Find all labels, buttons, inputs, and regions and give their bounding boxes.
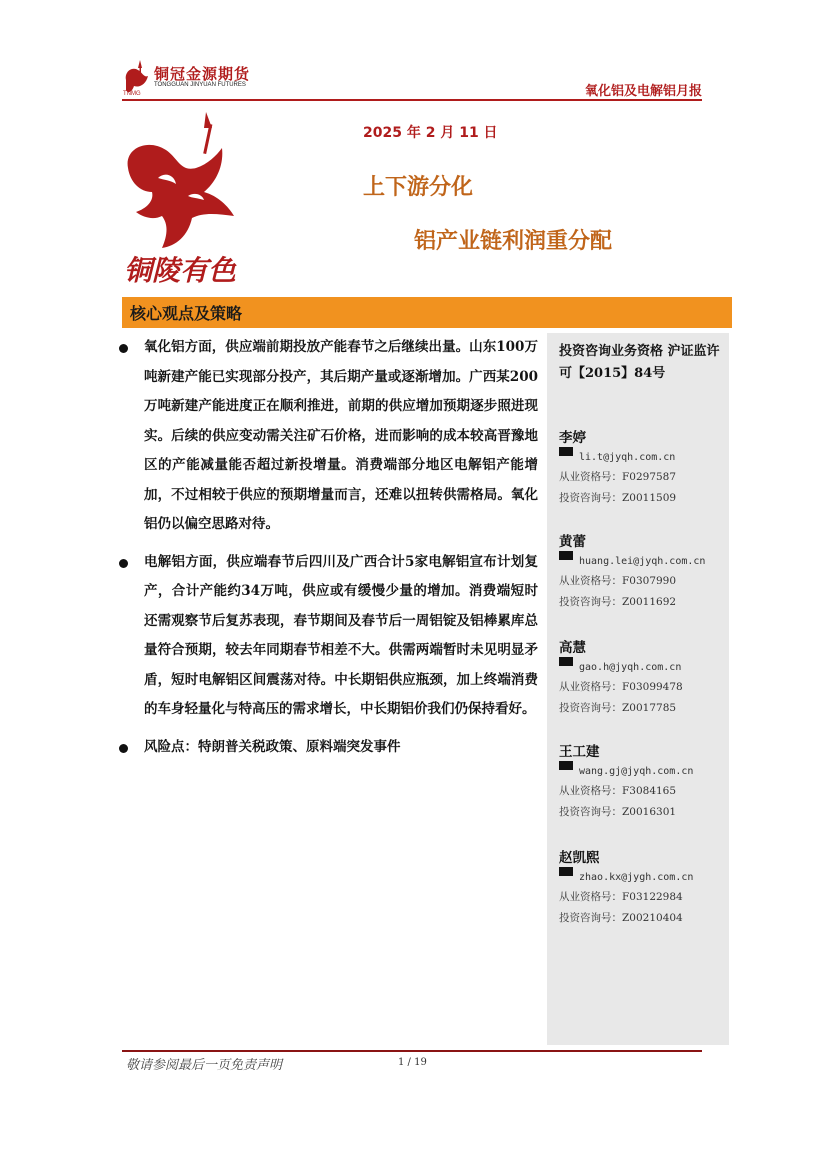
analyst-email-row bbox=[559, 869, 727, 887]
report-date: 2025 年 2 月 11 日 bbox=[363, 125, 498, 141]
report-type: 氧化铝及电解铝月报 bbox=[584, 84, 702, 99]
analyst-card bbox=[559, 531, 727, 613]
analyst-name: 高慧 bbox=[559, 640, 586, 656]
analyst-qualification: 从业资格号：F0297587 bbox=[559, 471, 677, 483]
page-number: 1 / 19 bbox=[398, 1057, 427, 1068]
mail-icon bbox=[559, 761, 573, 770]
report-subtitle: 铝产业链利润重分配 bbox=[414, 229, 613, 254]
analyst-qualification: 从业资格号：F03099478 bbox=[559, 681, 683, 693]
footer-divider bbox=[122, 1050, 702, 1052]
analyst-consult-id: 投资咨询号：Z0016301 bbox=[559, 806, 677, 818]
bullet-text: 氧化铝方面，供应端前期投放产能春节之后继续出量。山东100万吨新建产能已实现部分投产，其后期产量或逐渐增加。广西某200万吨新建产能进度正在顺利推进，前期的供应增加预期逐步照进现实。后续的供应变动需关注矿石价格，进而影响的成本较高晋豫地区的产能减量能否超过新投增量。消费端部分地区电解铝产能增加，不过相较于供应的预期增量而言，还难以扭转供需格局。氧化铝仍以偏空思路对待。 bbox=[144, 339, 538, 532]
hero-logo-icon bbox=[118, 108, 248, 290]
analyst-card bbox=[559, 847, 727, 929]
analyst-email-row bbox=[559, 449, 727, 467]
analyst-name: 李婷 bbox=[559, 430, 586, 446]
brand-name-cn: 铜冠金源期货 bbox=[154, 65, 251, 83]
analyst-qualification: 从业资格号：F0307990 bbox=[559, 575, 677, 587]
footer-disclaimer: 敬请参阅最后一页免责声明 bbox=[126, 1058, 283, 1073]
bullet-alumina bbox=[118, 333, 538, 540]
report-title: 上下游分化 bbox=[363, 175, 474, 200]
mail-icon bbox=[559, 551, 573, 560]
main-content bbox=[118, 333, 538, 770]
analyst-name: 王工建 bbox=[559, 744, 600, 760]
brand-name-en: TONGGUAN JINYUAN FUTURES bbox=[154, 82, 246, 88]
analyst-consult-id: 投资咨询号：Z0017785 bbox=[559, 702, 677, 714]
analyst-email: huang.lei@jyqh.com.cn bbox=[579, 556, 706, 567]
header-divider bbox=[122, 99, 702, 101]
hero-calligraphy: 铜陵有色 bbox=[124, 254, 237, 287]
qualification-heading: 投资咨询业务资格 沪证监许可【2015】84号 bbox=[559, 344, 720, 381]
analyst-consult-id: 投资咨询号：Z00210404 bbox=[559, 912, 683, 924]
bullet-text: 风险点：特朗普关税政策、原料端突发事件 bbox=[144, 738, 401, 755]
mail-icon bbox=[559, 657, 573, 666]
analyst-email-row bbox=[559, 763, 727, 781]
analyst-card bbox=[559, 741, 727, 823]
analyst-name: 赵凯熙 bbox=[559, 850, 600, 866]
mail-icon bbox=[559, 867, 573, 876]
analyst-email-row bbox=[559, 553, 727, 571]
bullet-risk bbox=[118, 733, 538, 763]
bullet-dot-icon bbox=[119, 559, 128, 568]
mail-icon bbox=[559, 447, 573, 456]
section-banner bbox=[122, 297, 732, 328]
analyst-card bbox=[559, 427, 727, 509]
analyst-email-row bbox=[559, 659, 727, 677]
analyst-name: 黄蕾 bbox=[559, 534, 586, 550]
analyst-card bbox=[559, 637, 727, 719]
analyst-consult-id: 投资咨询号：Z0011692 bbox=[559, 596, 677, 608]
bullet-electrolytic-aluminum bbox=[118, 548, 538, 725]
bullet-dot-icon bbox=[119, 344, 128, 353]
analyst-email: wang.gj@jyqh.com.cn bbox=[579, 766, 694, 777]
analyst-email: gao.h@jyqh.com.cn bbox=[579, 662, 682, 673]
analyst-consult-id: 投资咨询号：Z0011509 bbox=[559, 492, 677, 504]
analyst-qualification: 从业资格号：F03122984 bbox=[559, 891, 683, 903]
analyst-email: li.t@jyqh.com.cn bbox=[579, 452, 676, 463]
section-title: 核心观点及策略 bbox=[130, 304, 243, 323]
analyst-sidebar bbox=[547, 333, 729, 1045]
brand-short: TNMG bbox=[123, 91, 141, 97]
analyst-qualification: 从业资格号：F3084165 bbox=[559, 785, 677, 797]
bullet-text: 电解铝方面，供应端春节后四川及广西合计5家电解铝宣布计划复产，合计产能约34万吨，供应或有缓慢少量的增加。消费端短时还需观察节后复苏表现，春节期间及春节后一周铝锭及铝棒累库总量符合预期，较去年同期春节相差不大。供需两端暂时未见明显矛盾，短时电解铝区间震荡对待。中长期铝供应瓶颈，加上终端消费的车身轻量化与特高压的需求增长，中长期铝价我们仍保持看好。 bbox=[144, 553, 538, 717]
bullet-dot-icon bbox=[119, 744, 128, 753]
analyst-email: zhao.kx@jygh.com.cn bbox=[579, 872, 694, 883]
